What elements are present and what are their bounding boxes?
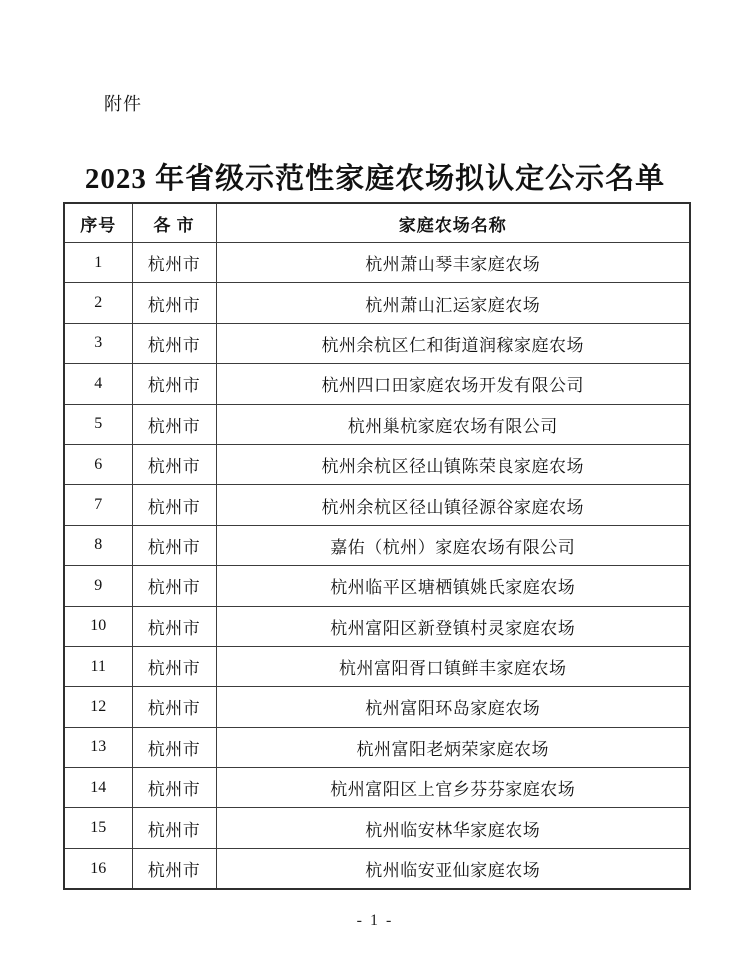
table-row	[64, 687, 690, 727]
row-index-cell: 6	[64, 444, 132, 484]
table-row	[64, 808, 690, 848]
row-index-cell: 15	[64, 808, 132, 848]
row-city-cell: 杭州市	[132, 606, 216, 646]
row-index-cell: 1	[64, 243, 132, 283]
table-row	[64, 646, 690, 686]
row-city-cell: 杭州市	[132, 566, 216, 606]
page-number: - 1 -	[356, 912, 394, 929]
row-city-cell: 杭州市	[132, 323, 216, 363]
row-farm-name-cell: 杭州临平区塘栖镇姚氏家庭农场	[216, 566, 690, 606]
column-header-farm-name: 家庭农场名称	[216, 203, 690, 243]
row-index-cell: 14	[64, 768, 132, 808]
column-header-city: 各 市	[132, 203, 216, 243]
row-index-cell: 16	[64, 848, 132, 889]
row-city-cell: 杭州市	[132, 283, 216, 323]
row-farm-name-cell: 杭州巢杭家庭农场有限公司	[216, 404, 690, 444]
table-row	[64, 323, 690, 363]
row-city-cell: 杭州市	[132, 364, 216, 404]
row-farm-name-cell: 杭州富阳环岛家庭农场	[216, 687, 690, 727]
table-body	[64, 243, 690, 890]
row-index-cell: 2	[64, 283, 132, 323]
table-row	[64, 485, 690, 525]
row-city-cell: 杭州市	[132, 485, 216, 525]
table-row	[64, 848, 690, 889]
row-farm-name-cell: 杭州富阳区新登镇村灵家庭农场	[216, 606, 690, 646]
row-index-cell: 9	[64, 566, 132, 606]
column-header-index: 序号	[64, 203, 132, 243]
row-index-cell: 7	[64, 485, 132, 525]
table-row	[64, 606, 690, 646]
row-city-cell: 杭州市	[132, 808, 216, 848]
row-farm-name-cell: 杭州余杭区径山镇陈荣良家庭农场	[216, 444, 690, 484]
row-city-cell: 杭州市	[132, 768, 216, 808]
row-city-cell: 杭州市	[132, 727, 216, 767]
row-city-cell: 杭州市	[132, 848, 216, 889]
row-farm-name-cell: 杭州临安亚仙家庭农场	[216, 848, 690, 889]
table-row	[64, 283, 690, 323]
row-city-cell: 杭州市	[132, 404, 216, 444]
row-farm-name-cell: 杭州萧山琴丰家庭农场	[216, 243, 690, 283]
row-index-cell: 10	[64, 606, 132, 646]
table-row	[64, 566, 690, 606]
row-index-cell: 5	[64, 404, 132, 444]
row-index-cell: 8	[64, 525, 132, 565]
row-farm-name-cell: 杭州富阳区上官乡芬芬家庭农场	[216, 768, 690, 808]
table-row	[64, 404, 690, 444]
row-farm-name-cell: 杭州富阳老炳荣家庭农场	[216, 727, 690, 767]
table-row	[64, 243, 690, 283]
table-row	[64, 727, 690, 767]
row-index-cell: 11	[64, 646, 132, 686]
row-city-cell: 杭州市	[132, 687, 216, 727]
table-row	[64, 444, 690, 484]
page-title: 2023 年省级示范性家庭农场拟认定公示名单	[84, 163, 666, 196]
row-index-cell: 3	[64, 323, 132, 363]
row-index-cell: 12	[64, 687, 132, 727]
row-farm-name-cell: 杭州临安林华家庭农场	[216, 808, 690, 848]
row-city-cell: 杭州市	[132, 525, 216, 565]
row-farm-name-cell: 杭州富阳胥口镇鲜丰家庭农场	[216, 646, 690, 686]
row-farm-name-cell: 杭州余杭区径山镇径源谷家庭农场	[216, 485, 690, 525]
row-index-cell: 13	[64, 727, 132, 767]
table-row	[64, 525, 690, 565]
farm-list-table	[63, 202, 691, 890]
row-farm-name-cell: 杭州余杭区仁和街道润稼家庭农场	[216, 323, 690, 363]
table-row	[64, 768, 690, 808]
row-index-cell: 4	[64, 364, 132, 404]
row-city-cell: 杭州市	[132, 444, 216, 484]
row-farm-name-cell: 杭州四口田家庭农场开发有限公司	[216, 364, 690, 404]
row-farm-name-cell: 杭州萧山汇运家庭农场	[216, 283, 690, 323]
row-city-cell: 杭州市	[132, 646, 216, 686]
table-header-row	[64, 203, 690, 243]
table-row	[64, 364, 690, 404]
attachment-label: 附件	[104, 94, 142, 114]
row-farm-name-cell: 嘉佑（杭州）家庭农场有限公司	[216, 525, 690, 565]
row-city-cell: 杭州市	[132, 243, 216, 283]
